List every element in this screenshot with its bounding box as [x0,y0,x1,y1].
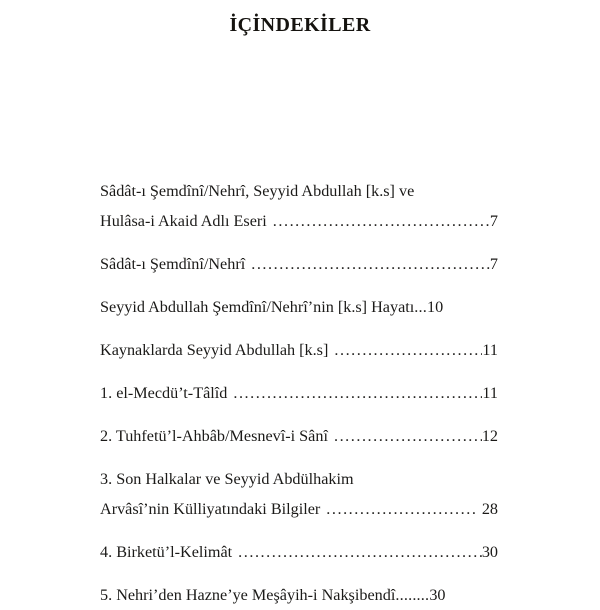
toc-entry-title: Kaynaklarda Seyyid Abdullah [k.s] [100,341,329,359]
toc-entry-title: Sâdât-ı Şemdînî/Nehrî [100,255,246,273]
toc-dot-leader: ........ [395,586,430,604]
toc-dot-leader [233,378,482,408]
toc-page-number[interactable]: 12 [481,427,498,445]
toc-page-number[interactable]: 30 [481,543,498,561]
toc-entry[interactable] [100,421,498,451]
toc-dot-leader [334,421,482,451]
toc-entry-line-final [100,206,498,236]
toc-entry[interactable] [100,335,498,365]
toc-entry-title: 5. Nehri’den Hazne’ye Meşâyih-i Nakşibendî [100,586,396,604]
toc-entry[interactable] [100,176,498,236]
toc-page-number[interactable]: 10 [427,298,444,316]
toc-page-number[interactable]: 28 [481,500,498,518]
toc-dot-leader [273,206,490,236]
toc-entry-line [100,176,498,206]
toc-page-number[interactable]: 7 [489,255,498,273]
toc-page-number[interactable]: 11 [482,384,498,402]
page-title: İÇİNDEKİLER [229,14,371,36]
toc-entry-line [100,464,498,494]
toc-entry-line-final [100,537,498,567]
toc-entry-line-final [100,378,498,408]
toc-dot-leader [326,494,477,524]
toc-entry-title: Sâdât-ı Şemdînî/Nehrî, Seyyid Abdullah [k.s] ve [100,182,415,200]
toc-entry-title: 4. Birketü’l-Kelimât [100,543,233,561]
toc-entry-title: Arvâsî’nin Külliyatındaki Bilgiler [100,500,321,518]
toc-entry-line-final [100,335,498,365]
toc-entry-title: 3. Son Halkalar ve Seyyid Abdülhakim [100,470,354,488]
toc-dot-leader [238,537,482,567]
toc-dot-leader [334,335,482,365]
toc-entry-line-final [100,249,498,279]
toc-entry-line-final [100,292,498,322]
toc-entry-line-final [100,421,498,451]
toc-entry[interactable] [100,464,498,524]
toc-entry[interactable] [100,292,498,322]
toc-entry[interactable] [100,580,498,610]
toc-dot-leader: ... [414,298,428,316]
toc-page-number[interactable]: 11 [482,341,498,359]
toc-page-number[interactable]: 7 [489,212,498,230]
toc-entry-line-final [100,580,498,610]
toc-dot-leader [251,249,490,279]
toc-entry-title: Seyyid Abdullah Şemdînî/Nehrî’nin [k.s] Hayatı [100,298,415,316]
toc-page-number[interactable]: 30 [429,586,446,604]
toc-entry-title: Hulâsa-i Akaid Adlı Eseri [100,212,267,230]
toc-entry-line-final [100,494,498,524]
table-of-contents-list [100,176,498,610]
toc-entry[interactable] [100,249,498,279]
toc-entry-title: 1. el-Mecdü’t-Tâlîd [100,384,228,402]
toc-entry[interactable] [100,378,498,408]
toc-entry-title: 2. Tuhfetü’l-Ahbâb/Mesnevî-i Sânî [100,427,328,445]
toc-entry[interactable] [100,537,498,567]
